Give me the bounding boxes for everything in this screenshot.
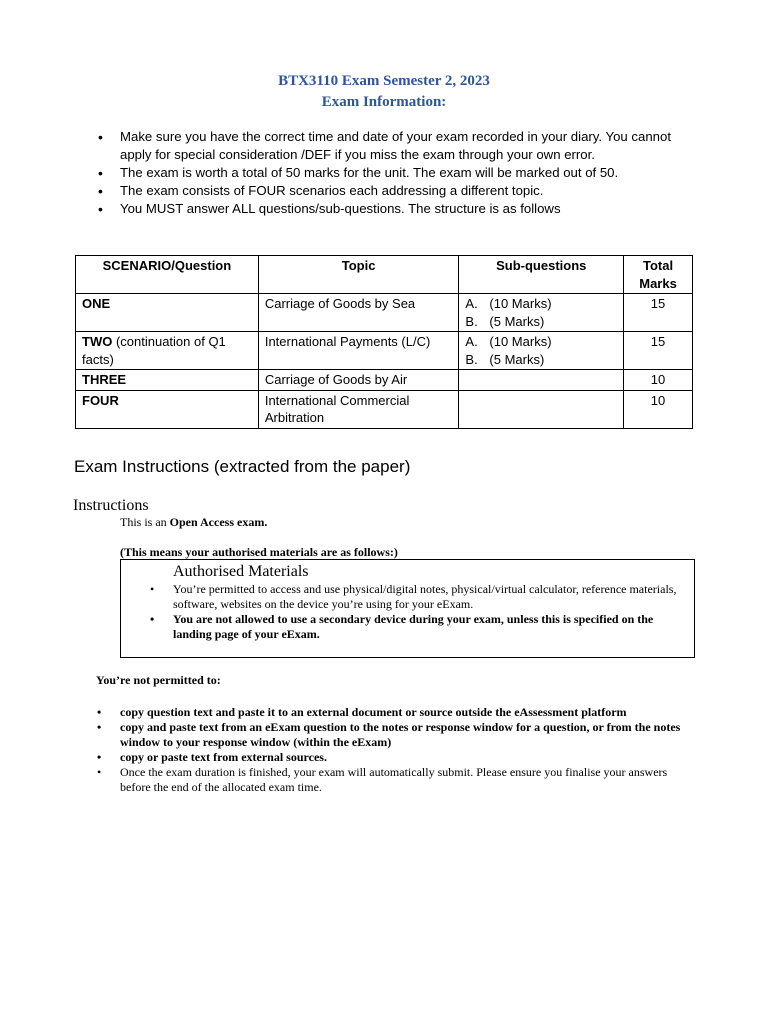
sub-questions-cell [459,390,624,428]
sub-questions-cell [459,294,624,332]
section-title-exam-information: Exam Information: [321,94,447,110]
exam-instructions-heading: Exam Instructions (extracted from the paper) [74,457,411,476]
document-title: BTX3110 Exam Semester 2, 2023 [278,73,490,89]
scenario-cell [76,390,259,428]
list-item: • You are not allowed to use a secondary device during your exam, unless this is specified on the landing page of your eExam. [173,612,683,642]
topic-cell: International Payments (L/C) [258,332,459,370]
scenario-label: ONE [82,296,111,311]
total-marks-cell: 10 [624,370,693,391]
instructions-subheading: Instructions [73,497,149,514]
sub-letter: A. [465,334,478,349]
info-bullet: • Make sure you have the correct time and date of your exam recorded in your diary. You cannot apply for special consideration /DEF if you miss the exam through your own error. [98,128,698,164]
sub-question-marks: (5 Marks) [489,351,545,367]
sub-questions-cell [459,332,624,370]
scenario-cell [76,370,259,391]
topic-cell: International Commercial Arbitration [258,390,459,428]
open-access-prefix: This is an [120,515,170,529]
sub-letter: B. [465,351,478,367]
sub-letter: B. [465,313,478,329]
column-header-topic: Topic [258,256,459,294]
topic-cell: Carriage of Goods by Air [258,370,459,391]
not-permitted-heading: You’re not permitted to: [96,673,221,687]
authorised-materials-title: Authorised Materials [173,563,309,580]
sub-letter: A. [465,296,478,311]
column-header-sub-questions: Sub-questions [459,256,624,294]
sub-question-marks: (5 Marks) [489,313,545,329]
total-marks-cell: 15 [624,332,693,370]
list-item: • copy or paste text from external sources. [120,750,700,765]
table-row [76,370,693,391]
table-row [76,390,693,428]
table-header-row [76,256,693,294]
list-item: • copy and paste text from an eExam question to the notes or response window for a question, or from the notes window to your response window (within the eExam) [120,720,700,750]
column-header-total-marks: Total Marks [624,256,693,294]
authorised-materials-box [120,559,695,658]
authorised-materials-list [173,582,683,642]
exam-information-list [98,128,698,218]
sub-questions-cell [459,370,624,391]
total-marks-cell: 10 [624,390,693,428]
list-item: • Once the exam duration is finished, your exam will automatically submit. Please ensure you finalise your answers before the end of the allocated exam time. [120,765,700,795]
scenario-label: FOUR [82,392,119,408]
scenario-note: (continuation of Q1 facts) [82,334,226,367]
open-access-label: Open Access exam. [169,515,268,529]
exam-structure-table [75,255,693,429]
scenario-cell [76,294,259,332]
authorised-materials-intro: (This means your authorised materials are as follows:) [120,545,398,559]
info-bullet: • The exam consists of FOUR scenarios each addressing a different topic. [98,182,698,200]
sub-question-marks: (10 Marks) [489,296,552,311]
table-row [76,294,693,332]
column-header-scenario: SCENARIO/Question [76,256,259,294]
info-bullet: • The exam is worth a total of 50 marks for the unit. The exam will be marked out of 50. [98,164,698,182]
table-row [76,332,693,370]
scenario-label: TWO [82,334,113,349]
topic-cell: Carriage of Goods by Sea [258,294,459,332]
info-bullet: • You MUST answer ALL questions/sub-questions. The structure is as follows [98,200,698,218]
list-item: • You’re permitted to access and use physical/digital notes, physical/virtual calculator, reference materials, software, websites on the device you’re using for your eExam. [173,582,683,612]
open-access-paragraph [120,515,267,530]
list-item: • copy question text and paste it to an external document or source outside the eAssessment platform [120,705,700,720]
scenario-label: THREE [82,372,127,387]
total-marks-cell: 15 [624,294,693,332]
scenario-cell [76,332,259,370]
sub-question-marks: (10 Marks) [489,334,552,349]
not-permitted-list [120,705,700,795]
